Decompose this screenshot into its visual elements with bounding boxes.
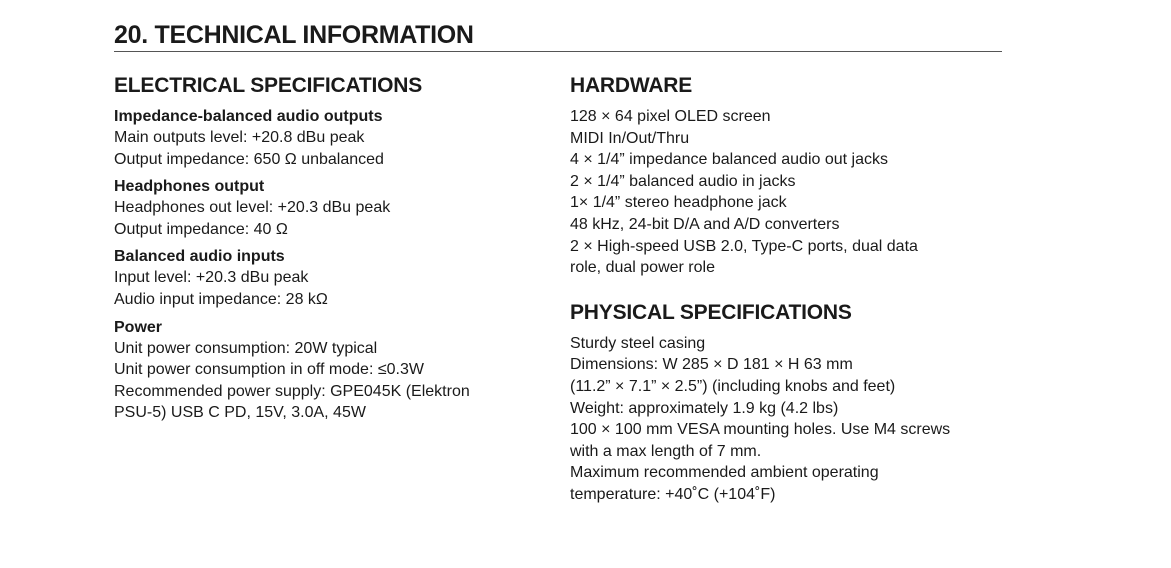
- spec-line: Output impedance: 40 Ω: [114, 220, 288, 238]
- physical-list: [570, 333, 1010, 506]
- spec-line: 2 × 1/4” balanced audio in jacks: [570, 172, 796, 190]
- spec-line: MIDI In/Out/Thru: [570, 129, 690, 147]
- spec-line: Recommended power supply: GPE045K (Elektron: [114, 382, 470, 400]
- spec-line: Maximum recommended ambient operating: [570, 464, 879, 482]
- headphones-output-group: [114, 176, 544, 240]
- spec-line: Input level: +20.3 dBu peak: [114, 269, 309, 287]
- spec-line: (11.2” × 7.1” × 2.5”) (including knobs and feet): [570, 377, 896, 395]
- spec-line: 2 × High-speed USB 2.0, Type-C ports, dual data: [570, 237, 918, 255]
- group-title: Headphones output: [114, 178, 265, 196]
- spec-line: 100 × 100 mm VESA mounting holes. Use M4 screws: [570, 421, 951, 439]
- spec-line: temperature: +40˚C (+104˚F): [570, 485, 776, 503]
- spec-line: PSU-5) USB C PD, 15V, 3.0A, 45W: [114, 404, 366, 422]
- audio-outputs-group: [114, 106, 544, 170]
- electrical-specifications-heading: ELECTRICAL SPECIFICATIONS: [114, 74, 423, 97]
- spec-line: Main outputs level: +20.8 dBu peak: [114, 129, 365, 146]
- spec-line: 128 × 64 pixel OLED screen: [570, 108, 771, 125]
- physical-specifications-heading: PHYSICAL SPECIFICATIONS: [570, 300, 852, 324]
- hardware-physical-column: [570, 72, 1010, 512]
- group-title: Power: [114, 318, 163, 336]
- hardware-heading: HARDWARE: [570, 74, 693, 97]
- spec-line: Headphones out level: +20.3 dBu peak: [114, 199, 391, 217]
- spec-line: Weight: approximately 1.9 kg (4.2 lbs): [570, 399, 839, 417]
- group-title: Balanced audio inputs: [114, 248, 285, 266]
- spec-line: Sturdy steel casing: [570, 334, 706, 352]
- spec-line: Audio input impedance: 28 kΩ: [114, 290, 328, 308]
- spec-line: 48 kHz, 24-bit D/A and A/D converters: [570, 215, 840, 233]
- spec-line: Unit power consumption: 20W typical: [114, 339, 378, 357]
- spec-line: Unit power consumption in off mode: ≤0.3W: [114, 361, 424, 379]
- electrical-specifications-column: [114, 72, 544, 430]
- spec-line: with a max length of 7 mm.: [570, 442, 762, 460]
- page-title: 20. TECHNICAL INFORMATION: [114, 21, 474, 49]
- hardware-list: [570, 106, 1010, 279]
- spec-line: 1× 1/4” stereo headphone jack: [570, 194, 787, 212]
- group-title: Impedance-balanced audio outputs: [114, 108, 383, 125]
- spec-line: Dimensions: W 285 × D 181 × H 63 mm: [570, 356, 853, 374]
- spec-line: role, dual power role: [570, 259, 715, 277]
- spec-line: 4 × 1/4” impedance balanced audio out jacks: [570, 151, 888, 169]
- spec-line: Output impedance: 650 Ω unbalanced: [114, 150, 384, 168]
- title-divider: [114, 51, 1002, 52]
- power-group: [114, 317, 544, 424]
- audio-inputs-group: [114, 246, 544, 310]
